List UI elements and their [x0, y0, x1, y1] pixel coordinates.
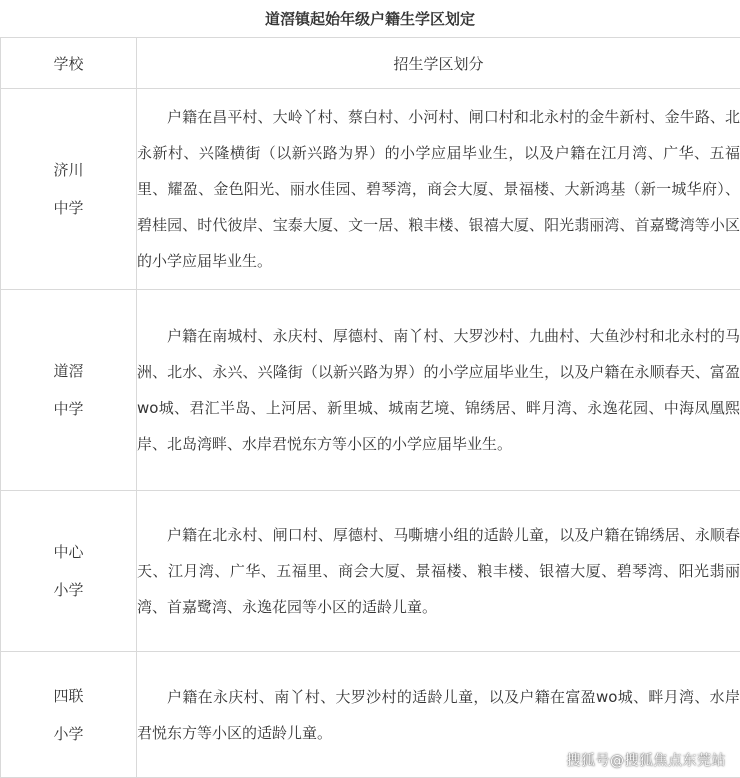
page-title: 道滘镇起始年级户籍生学区划定 — [264, 10, 475, 28]
school-name-cell — [1, 652, 137, 778]
school-name-line: 道滘 — [53, 362, 84, 380]
watermark-text: 搜狐号@搜狐焦点东莞站 — [566, 753, 726, 769]
school-name-line: 四联 — [53, 686, 84, 705]
school-name-cell — [1, 89, 137, 290]
table-row — [1, 89, 740, 290]
school-name-cell — [1, 491, 137, 652]
school-name-line: 中心 — [53, 543, 84, 561]
school-name-line: 小学 — [53, 724, 84, 743]
school-name-line: 中学 — [53, 199, 84, 217]
school-zone-table — [0, 37, 740, 778]
school-name-line: 济川 — [53, 161, 84, 179]
table-row — [1, 290, 740, 491]
table-row — [1, 491, 740, 652]
school-name-line: 中学 — [53, 400, 84, 418]
zone-description: 户籍在永庆村、南丫村、大罗沙村的适龄儿童，以及户籍在富盈wo城、畔月湾、水岸君悦东方等小区的适龄儿童。 — [137, 652, 740, 778]
zone-description: 户籍在北永村、闸口村、厚德村、马嘶塘小组的适龄儿童，以及户籍在锦绣居、永顺春天、江月湾、广华、五福里、商会大厦、景福楼、粮丰楼、银禧大厦、碧琴湾、阳光翡丽湾、首嘉鹭湾、永逸花园等小区的适龄儿童。 — [137, 491, 740, 652]
header-school: 学校 — [1, 38, 137, 89]
school-name-line: 小学 — [53, 581, 84, 599]
table-header-row — [1, 38, 740, 89]
header-zone: 招生学区划分 — [137, 38, 740, 89]
zone-description: 户籍在南城村、永庆村、厚德村、南丫村、大罗沙村、九曲村、大鱼沙村和北永村的马洲、北水、永兴、兴隆街（以新兴路为界）的小学应届毕业生，以及户籍在永顺春天、富盈wo城、君汇半岛、上河居、新里城、城南艺境、锦绣居、畔月湾、永逸花园、中海凤凰熙岸、北岛湾畔、水岸君悦东方等小区的小学应届毕业生。 — [137, 290, 740, 491]
zone-description: 户籍在昌平村、大岭丫村、蔡白村、小河村、闸口村和北永村的金牛新村、金牛路、北永新村、兴隆横街（以新兴路为界）的小学应届毕业生，以及户籍在江月湾、广华、五福里、耀盈、金色阳光、丽水佳园、碧琴湾，商会大厦、景福楼、大新鸿基（新一城华府）、碧桂园、时代彼岸、宝泰大厦、文一居、粮丰楼、银禧大厦、阳光翡丽湾、首嘉鹭湾等小区的小学应届毕业生。 — [137, 89, 740, 290]
school-name-cell — [1, 290, 137, 491]
